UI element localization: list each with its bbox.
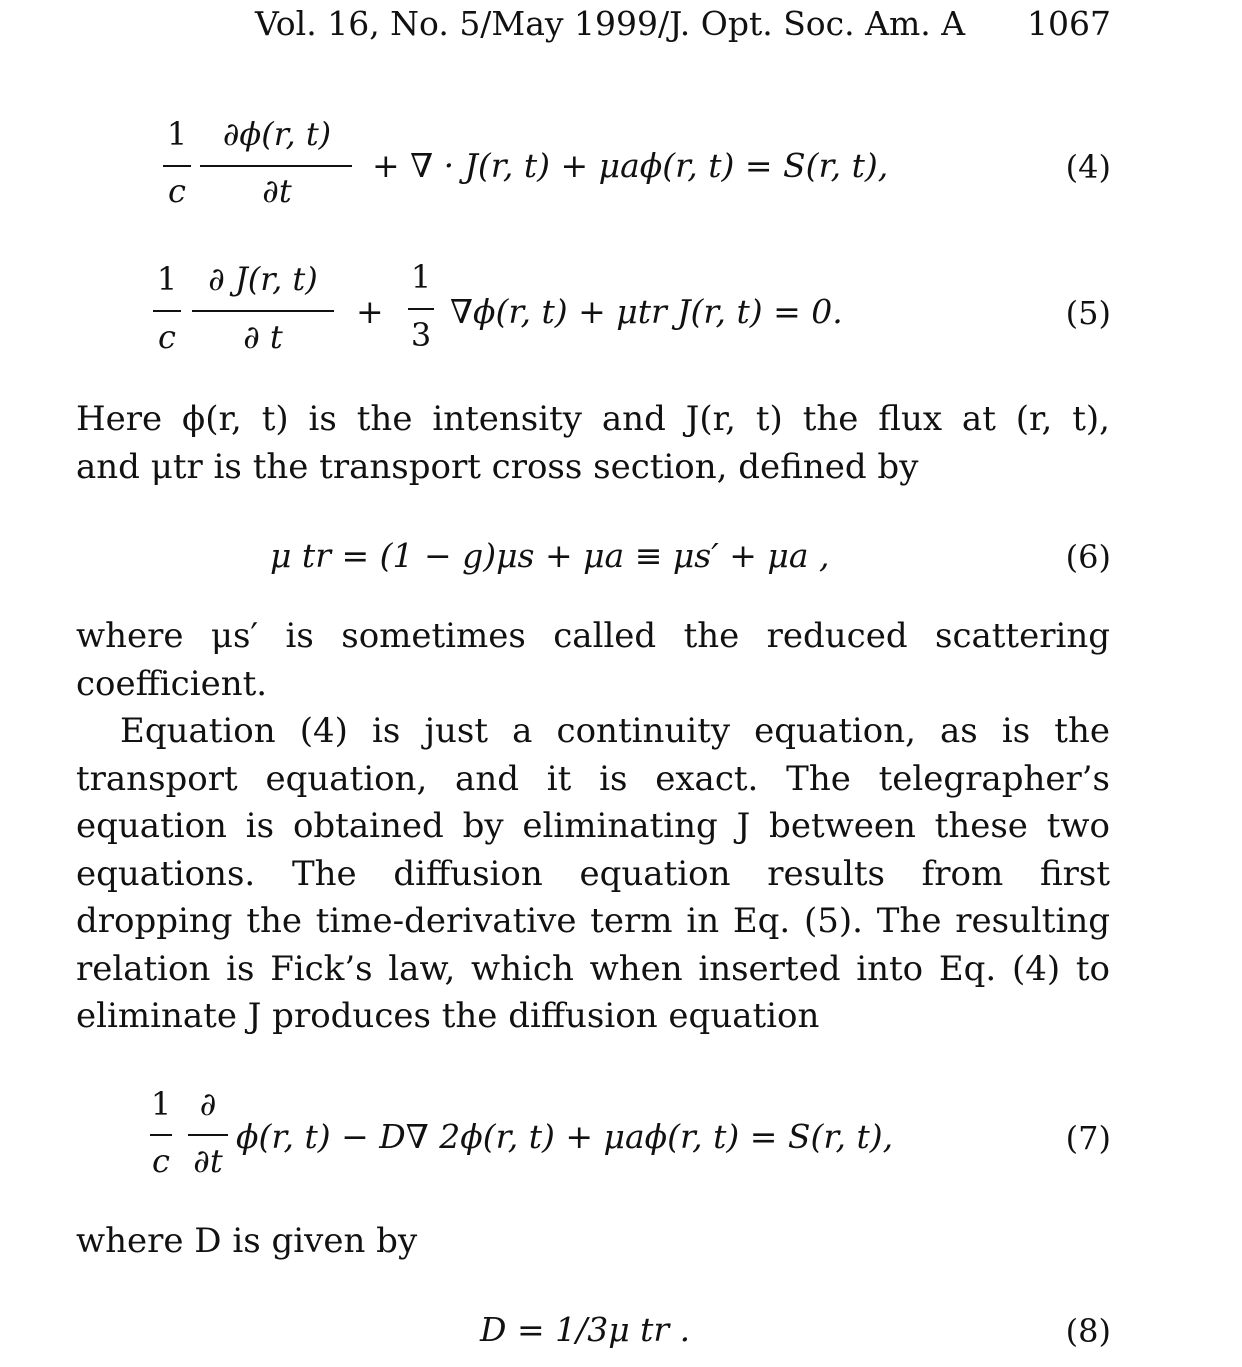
eq5-lead-denominator: c	[158, 318, 176, 356]
eq7-derivative-denominator: ∂t	[193, 1142, 223, 1180]
journal-citation: Vol. 16, No. 5/May 1999/J. Opt. Soc. Am. A	[255, 4, 966, 43]
eq5-derivative-bar	[192, 310, 334, 312]
eq8-expression: D = 1/3μ tr .	[480, 1310, 691, 1349]
paragraph-text: where D is given by	[76, 1221, 418, 1261]
paragraph-intensity-flux	[76, 396, 1110, 491]
paragraph-d-given-by	[76, 1218, 1110, 1266]
eq6-expression: μ tr = (1 − g)μs + μa ≡ μs′ + μa ,	[270, 536, 830, 575]
eq8-number: (8)	[1065, 1312, 1111, 1350]
eq5-third-denominator: 3	[410, 316, 432, 354]
eq7-lead-denominator: c	[152, 1142, 170, 1180]
eq6-number: (6)	[1065, 538, 1111, 576]
paragraph-line-2: and μtr is the transport cross section, defined by	[76, 446, 919, 487]
page-number: 1067	[1027, 4, 1111, 43]
paragraph-text: Equation (4) is just a continuity equation, as is the transport equation, and it is exact. The telegrapher’s equation is obtained by eliminating J between these two equations. The diffusion equation results from first dropping the time-derivative term in Eq. (5). The resulting relation is Fick’s law, which when inserted into Eq. (4) to eliminate J produces the diffusion equation	[76, 711, 1110, 1036]
eq4-derivative-numerator: ∂ϕ(r, t)	[222, 115, 332, 153]
eq4-lead-numerator: 1	[166, 115, 188, 153]
eq5-derivative-numerator: ∂ J(r, t)	[208, 260, 318, 298]
eq7-derivative-numerator: ∂	[199, 1085, 217, 1123]
eq5-third-numerator: 1	[410, 258, 432, 296]
eq7-lead-bar	[150, 1134, 172, 1136]
paragraph-line-1: Here ϕ(r, t) is the intensity and J(r, t) the flux at (r, t),	[76, 399, 1110, 439]
eq5-lead-numerator: 1	[156, 260, 178, 298]
paragraph-reduced-scattering	[76, 613, 1110, 708]
eq4-lead-denominator: c	[168, 172, 186, 210]
eq5-number: (5)	[1065, 294, 1111, 332]
eq7-derivative-bar	[188, 1134, 228, 1136]
eq5-derivative-denominator: ∂ t	[243, 318, 283, 356]
paragraph-continuity	[76, 708, 1110, 1041]
eq4-lead-bar	[163, 165, 191, 167]
eq4-derivative-bar	[200, 165, 352, 167]
paragraph-text: where μs′ is sometimes called the reduced scattering coefficient.	[76, 616, 1110, 704]
eq7-lead-numerator: 1	[150, 1085, 172, 1123]
eq5-third-bar	[408, 308, 434, 310]
eq4-derivative-denominator: ∂t	[262, 172, 292, 210]
eq4-expression: + ∇ · J(r, t) + μaϕ(r, t) = S(r, t),	[372, 146, 889, 185]
eq7-number: (7)	[1065, 1119, 1111, 1157]
eq5-lead-bar	[153, 310, 181, 312]
eq7-expression: ϕ(r, t) − D∇ 2ϕ(r, t) + μaϕ(r, t) = S(r, t),	[236, 1117, 894, 1156]
eq5-plus: +	[356, 292, 384, 331]
eq5-expression: ∇ϕ(r, t) + μtr J(r, t) = 0.	[450, 292, 843, 331]
eq4-number: (4)	[1065, 148, 1111, 186]
running-header	[255, 4, 1111, 44]
